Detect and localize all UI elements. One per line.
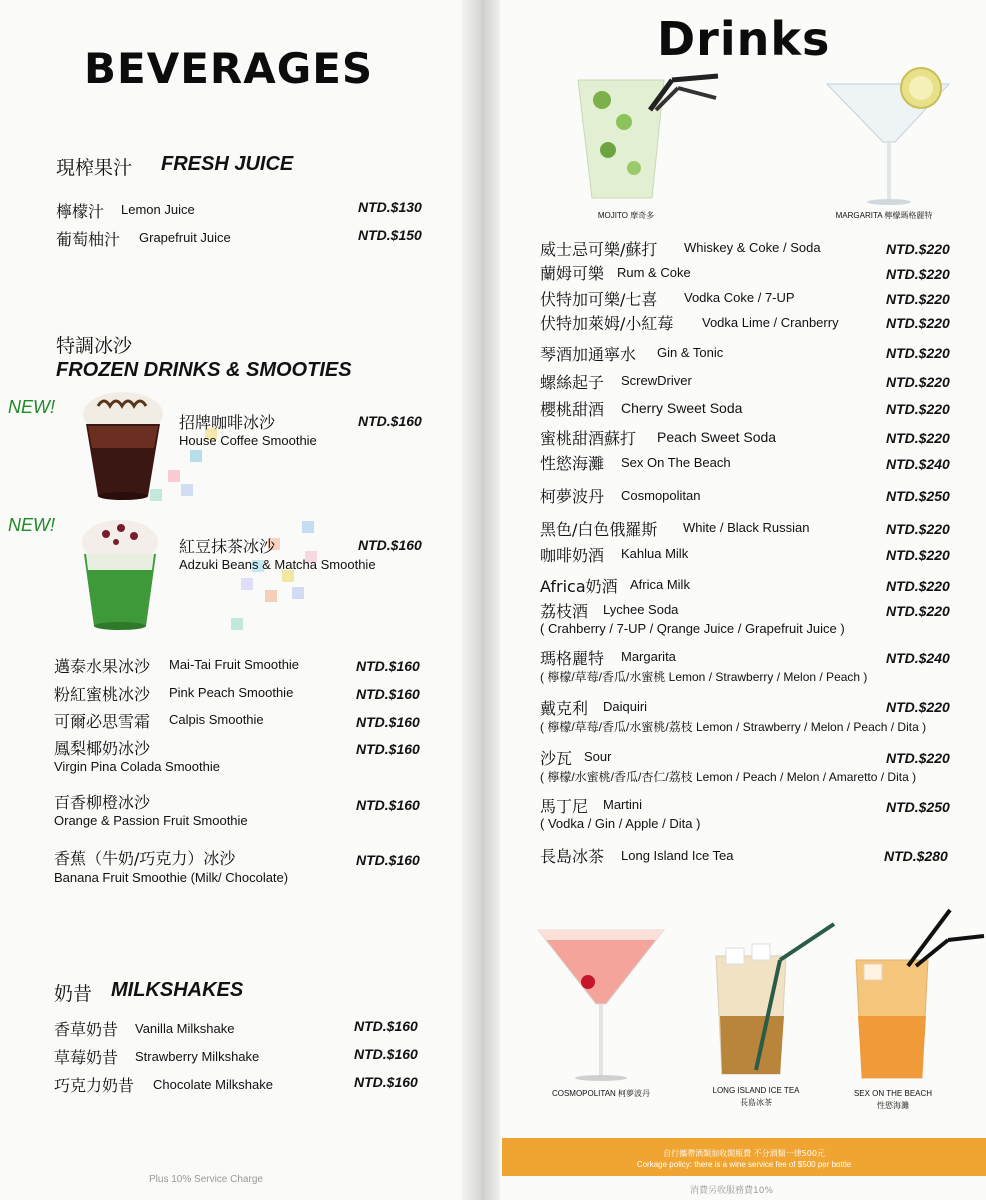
martini-options: ( Vodka / Gin / Apple / Dita ) [540, 816, 701, 831]
menu-item-en: Pink Peach Smoothie [169, 685, 294, 700]
menu-item-price: NTD.$160 [356, 852, 420, 868]
menu-item-en: Vodka Lime / Cranberry [702, 315, 839, 330]
menu-item-en: Lemon Juice [121, 202, 195, 217]
menu-item-en: White / Black Russian [683, 520, 810, 535]
menu-item-price: NTD.$160 [356, 741, 420, 757]
menu-item-price: NTD.$220 [886, 750, 950, 766]
frozen-heading-en: FROZEN DRINKS & SMOOTIES [56, 359, 352, 381]
menu-item-en: House Coffee Smoothie [179, 433, 317, 448]
decor-square [150, 489, 162, 501]
menu-item-zh: 葡萄柚汁 [56, 230, 121, 249]
menu-item-price: NTD.$250 [886, 799, 950, 815]
new-badge: NEW! [8, 397, 55, 417]
menu-item-en: Whiskey & Coke / Soda [684, 240, 821, 255]
decor-square [302, 521, 314, 533]
menu-item-price: NTD.$240 [886, 650, 950, 666]
menu-item-zh: 荔枝酒 [540, 602, 589, 621]
menu-item-zh: 百香柳橙冰沙 [54, 793, 151, 812]
menu-item-en: Peach Sweet Soda [657, 429, 777, 445]
new-badge: NEW! [8, 515, 55, 535]
frozen-heading-zh: 特調冰沙 [56, 335, 133, 357]
menu-item-price: NTD.$220 [886, 699, 950, 715]
menu-item-zh: 香蕉（牛奶/巧克力）冰沙 [54, 849, 236, 868]
menu-item-zh: 長島冰茶 [540, 847, 605, 866]
menu-item-zh: 瑪格麗特 [540, 649, 605, 668]
menu-item-price: NTD.$220 [886, 547, 950, 563]
photo-caption: SEX ON THE BEACH [853, 1089, 933, 1098]
menu-item-en: Daiquiri [603, 699, 648, 714]
decor-square [292, 587, 304, 599]
mojito-photo [572, 70, 720, 202]
long-island-photo [712, 920, 836, 1078]
photo-caption: MARGARITA 檸檬瑪格麗特 [835, 211, 933, 220]
menu-item-price: NTD.$130 [358, 199, 422, 215]
photo-caption-zh: 長島冰茶 [740, 1098, 772, 1107]
menu-item-en: Martini [603, 797, 643, 812]
menu-item-zh: 伏特加萊姆/小紅莓 [540, 314, 674, 333]
menu-item-zh: 粉紅蜜桃冰沙 [54, 685, 151, 704]
menu-item-price: NTD.$280 [884, 848, 948, 864]
menu-item-price: NTD.$220 [886, 291, 950, 307]
menu-item-price: NTD.$240 [886, 456, 950, 472]
menu-item-price: NTD.$160 [354, 1074, 418, 1090]
sour-options: ( 檸檬/水蜜桃/香瓜/杏仁/荔枝 Lemon / Peach / Melon / Amaretto / Dita ) [540, 770, 917, 784]
decor-square [168, 470, 180, 482]
fresh-juice-heading-zh: 現榨果汁 [56, 157, 133, 179]
drinks-title: Drinks [657, 12, 831, 66]
menu-item-en: Vodka Coke / 7-UP [684, 290, 795, 305]
menu-item-price: NTD.$220 [886, 266, 950, 282]
menu-item-zh: 威士忌可樂/蘇打 [540, 240, 658, 259]
menu-item-en: Strawberry Milkshake [135, 1049, 260, 1064]
menu-item-zh: 櫻桃甜酒 [540, 400, 605, 419]
menu-item-price: NTD.$220 [886, 578, 950, 594]
menu-item-zh: 戴克利 [540, 699, 589, 718]
menu-item-price: NTD.$220 [886, 345, 950, 361]
service-charge-note: Plus 10% Service Charge [149, 1174, 263, 1185]
menu-item-zh: 邁泰水果冰沙 [54, 657, 151, 676]
matcha-smoothie-photo [76, 514, 164, 632]
decor-square [181, 484, 193, 496]
menu-item-en: Margarita [621, 649, 676, 664]
menu-item-zh: 可爾必思雪霜 [54, 712, 151, 731]
menu-item-price: NTD.$220 [886, 521, 950, 537]
menu-item-zh: 檸檬汁 [56, 202, 105, 221]
menu-item-price: NTD.$250 [886, 488, 950, 504]
menu-item-en: Lychee Soda [603, 602, 679, 617]
menu-item-en: Gin & Tonic [657, 345, 724, 360]
menu-item-en: Rum & Coke [617, 265, 691, 280]
photo-caption-zh: 性慾海灘 [877, 1101, 909, 1110]
menu-item-en: ScrewDriver [621, 373, 692, 388]
menu-item-en: Orange & Passion Fruit Smoothie [54, 813, 248, 828]
decor-square [190, 450, 202, 462]
daiquiri-options: ( 檸檬/草莓/香瓜/水蜜桃/荔枝 Lemon / Strawberry / Melon / Peach / Dita ) [540, 720, 927, 734]
menu-item-en: Sour [584, 749, 612, 764]
photo-caption: COSMOPOLITAN 柯夢波丹 [551, 1089, 651, 1098]
menu-item-price: NTD.$220 [886, 241, 950, 257]
menu-item-zh: 鳳梨椰奶冰沙 [54, 739, 151, 758]
menu-item-price: NTD.$160 [356, 686, 420, 702]
menu-item-zh: 招牌咖啡冰沙 [179, 413, 276, 432]
menu-item-price: NTD.$160 [358, 537, 422, 553]
beverages-title: BEVERAGES [84, 44, 374, 93]
lychee-options: ( Crahberry / 7-UP / Qrange Juice / Grapefruit Juice ) [540, 621, 845, 636]
menu-item-en: Virgin Pina Colada Smoothie [54, 759, 220, 774]
menu-item-zh: 香草奶昔 [54, 1020, 119, 1039]
menu-item-en: Africa Milk [630, 577, 690, 592]
cosmopolitan-photo [536, 924, 666, 1084]
menu-item-zh: 螺絲起子 [540, 373, 605, 392]
menu-item-price: NTD.$160 [356, 658, 420, 674]
fresh-juice-heading-en: FRESH JUICE [161, 153, 294, 175]
menu-item-zh: 馬丁尼 [540, 797, 589, 816]
margarita-photo [825, 66, 953, 206]
menu-item-price: NTD.$160 [354, 1046, 418, 1062]
decor-square [265, 590, 277, 602]
menu-item-zh: 咖啡奶酒 [540, 546, 605, 565]
menu-item-zh: 巧克力奶昔 [54, 1076, 135, 1095]
menu-item-zh: 蜜桃甜酒蘇打 [540, 429, 637, 448]
menu-item-price: NTD.$160 [356, 797, 420, 813]
menu-item-en: Vanilla Milkshake [135, 1021, 235, 1036]
menu-item-en: Calpis Smoothie [169, 712, 264, 727]
menu-item-en: Mai-Tai Fruit Smoothie [169, 657, 300, 672]
milkshakes-heading-zh: 奶昔 [54, 983, 93, 1005]
menu-item-en: Kahlua Milk [621, 546, 689, 561]
margarita-options: ( 檸檬/草莓/香瓜/水蜜桃 Lemon / Strawberry / Melon / Peach ) [540, 670, 868, 684]
photo-caption: MOJITO 摩奇多 [597, 211, 655, 220]
coffee-smoothie-photo [78, 386, 168, 502]
menu-item-en: Sex On The Beach [621, 455, 731, 470]
menu-item-zh: Africa奶酒 [540, 577, 618, 596]
menu-item-price: NTD.$220 [886, 401, 950, 417]
corkage-text-zh: 自行攜帶酒類加收開瓶費 不分酒類一律500元 [663, 1149, 825, 1158]
menu-item-en: Cherry Sweet Soda [621, 400, 743, 416]
menu-item-en: Banana Fruit Smoothie (Milk/ Chocolate) [54, 870, 289, 885]
menu-item-zh: 琴酒加通寧水 [540, 345, 637, 364]
menu-item-price: NTD.$160 [354, 1018, 418, 1034]
menu-item-zh: 沙瓦 [540, 749, 573, 768]
menu-item-en: Grapefruit Juice [139, 230, 231, 245]
menu-item-zh: 蘭姆可樂 [540, 264, 605, 283]
book-gutter [462, 0, 500, 1200]
menu-item-zh: 黑色/白色俄羅斯 [540, 520, 658, 539]
menu-item-price: NTD.$150 [358, 227, 422, 243]
service-fee-note: 消費另收服務費10% [690, 1186, 774, 1196]
menu-item-zh: 草莓奶昔 [54, 1048, 119, 1067]
menu-item-en: Long Island Ice Tea [621, 848, 734, 863]
decor-square [241, 578, 253, 590]
menu-item-price: NTD.$220 [886, 603, 950, 619]
menu-item-zh: 紅豆抹茶冰沙 [179, 537, 276, 556]
menu-item-zh: 性慾海灘 [540, 454, 605, 473]
menu-item-en: Adzuki Beans & Matcha Smoothie [179, 557, 376, 572]
milkshakes-heading-en: MILKSHAKES [111, 979, 244, 1001]
menu-item-price: NTD.$220 [886, 315, 950, 331]
menu-item-en: Cosmopolitan [621, 488, 701, 503]
sex-on-the-beach-photo [852, 906, 986, 1082]
menu-item-price: NTD.$220 [886, 374, 950, 390]
corkage-text-en: Corkage policy: there is a wine service fee of $500 per bottle [636, 1160, 852, 1169]
menu-item-price: NTD.$160 [358, 413, 422, 429]
corkage-banner [502, 1138, 986, 1176]
menu-item-price: NTD.$220 [886, 430, 950, 446]
menu-item-zh: 柯夢波丹 [540, 487, 605, 506]
decor-square [231, 618, 243, 630]
menu-item-en: Chocolate Milkshake [153, 1077, 273, 1092]
menu-item-zh: 伏特加可樂/七喜 [540, 290, 658, 309]
photo-caption: LONG ISLAND ICE TEA [712, 1086, 800, 1095]
menu-item-price: NTD.$160 [356, 714, 420, 730]
